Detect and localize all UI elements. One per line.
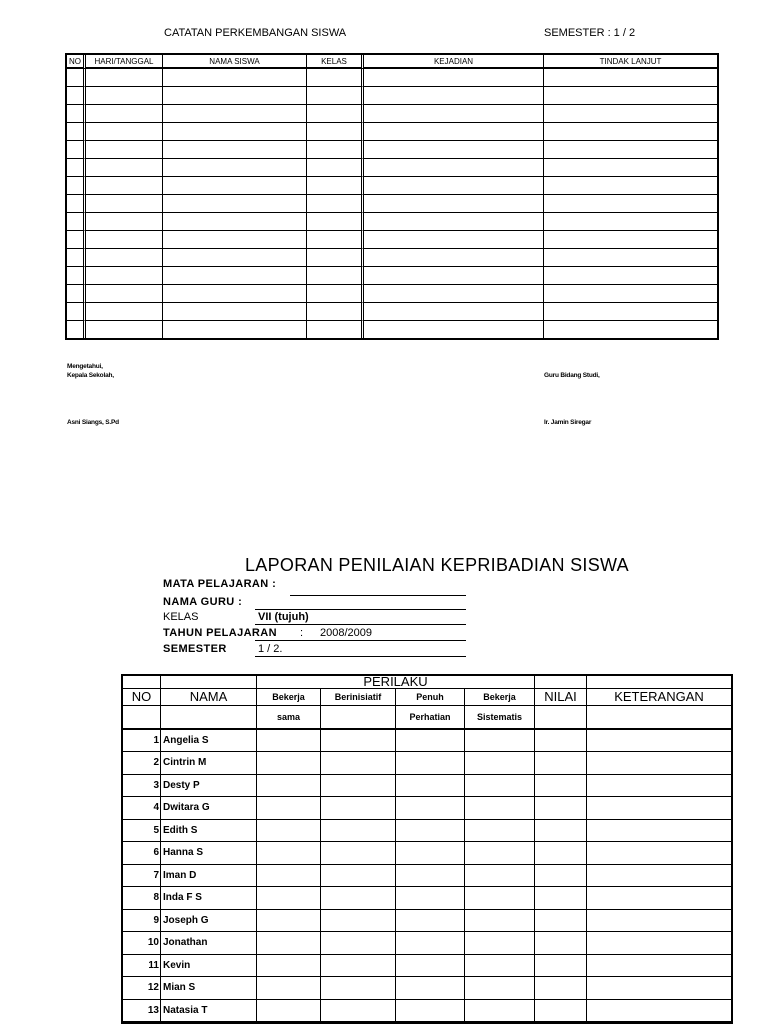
table-cell [535,820,587,843]
student-no: 6 [123,842,161,865]
table-cell [535,865,587,888]
student-no: 11 [123,955,161,978]
table-row [123,910,731,933]
table-cell [321,887,396,910]
table-cell [535,887,587,910]
table-cell [364,303,544,321]
student-name: Inda F S [161,887,257,910]
table-row [67,231,717,249]
table-cell [465,797,535,820]
table-cell [307,177,364,195]
table-cell [257,752,321,775]
table-row [123,955,731,978]
table-cell [364,159,544,177]
table-cell [544,249,717,267]
student-no: 13 [123,1000,161,1023]
student-name: Kevin [161,955,257,978]
table-cell [321,730,396,753]
report1-semester: SEMESTER : 1 / 2 [544,27,636,39]
table-cell [587,730,731,753]
table-cell [364,123,544,141]
meta-tahun-label: TAHUN PELAJARAN [163,627,277,639]
table-header-row [123,706,731,730]
header-no: NO [123,689,161,706]
table-cell [307,159,364,177]
table-cell [396,977,465,1000]
table-cell [86,285,163,303]
table-cell [257,955,321,978]
table-cell [307,231,364,249]
table-cell [587,842,731,865]
table-row [123,730,731,753]
table-row [123,775,731,798]
table-row [123,865,731,888]
table-cell [321,977,396,1000]
table-cell [163,267,307,285]
table-header-row [123,676,731,689]
table-row [67,177,717,195]
meta-mata-pelajaran: MATA PELAJARAN : [163,578,277,590]
table-cell [163,303,307,321]
table-cell [86,249,163,267]
table-cell [163,177,307,195]
table-cell [587,775,731,798]
table-cell [544,69,717,87]
header-bekerja-sistematis-1: Bekerja [465,689,535,706]
table-cell [396,932,465,955]
meta-kelas-label: KELAS [163,611,199,623]
table-cell [396,775,465,798]
table-cell [535,910,587,933]
header-penuh-perhatian-2: Perhatian [396,706,465,730]
student-name: Mian S [161,977,257,1000]
table-cell [544,87,717,105]
table-cell [86,321,163,338]
table-cell [163,231,307,249]
meta-underline [255,640,466,641]
meta-semester-label: SEMESTER [163,643,227,655]
table-cell [163,213,307,231]
meta-underline [290,595,466,596]
header-no: NO [67,55,86,69]
table-cell [465,865,535,888]
table-cell [544,285,717,303]
table-cell [465,910,535,933]
header-bekerja-sistematis-2: Sistematis [465,706,535,730]
student-name: Angelia S [161,730,257,753]
table-cell [86,195,163,213]
table-row [123,752,731,775]
table-cell [364,141,544,159]
table-cell [307,105,364,123]
table-cell [587,932,731,955]
table-cell [321,1000,396,1023]
table-cell [67,213,86,231]
table-cell [396,955,465,978]
signature-right-name: Ir. Jamin Siregar [544,419,592,426]
development-record-table [65,53,719,340]
header-keterangan: KETERANGAN [587,689,731,706]
table-cell [535,1000,587,1023]
header-berinisiatif: Berinisiatif [321,689,396,706]
table-row [123,842,731,865]
header-bekerja-sama-1: Bekerja [257,689,321,706]
table-cell [396,820,465,843]
table-cell [364,177,544,195]
student-no: 9 [123,910,161,933]
student-no: 10 [123,932,161,955]
table-cell [535,842,587,865]
meta-kelas-value: VII (tujuh) [258,611,309,623]
table-cell [364,69,544,87]
table-cell [67,267,86,285]
table-cell [321,910,396,933]
student-no: 3 [123,775,161,798]
header-nilai: NILAI [535,689,587,706]
meta-tahun-value: 2008/2009 [320,627,372,639]
student-name: Cintrin M [161,752,257,775]
table-header-row [67,55,717,69]
table-row [123,1000,731,1023]
table-cell [465,730,535,753]
header-nama-siswa: NAMA SISWA [163,55,307,69]
table-cell [321,865,396,888]
table-cell [465,932,535,955]
table-row [67,267,717,285]
student-name: Dwitara G [161,797,257,820]
table-row [67,159,717,177]
table-cell [86,159,163,177]
table-cell [257,865,321,888]
student-no: 1 [123,730,161,753]
header-perilaku: PERILAKU [257,676,535,689]
student-name: Jonathan [161,932,257,955]
table-cell [587,887,731,910]
table-row [67,303,717,321]
table-cell [321,752,396,775]
signature-left-line2: Kepala Sekolah, [67,372,114,379]
student-name: Edith S [161,820,257,843]
header-tindak-lanjut: TINDAK LANJUT [544,55,717,69]
table-row [67,249,717,267]
table-row [123,887,731,910]
table-cell [465,775,535,798]
table-cell [307,87,364,105]
table-cell [544,195,717,213]
table-cell [364,87,544,105]
table-row [67,69,717,87]
table-row [67,141,717,159]
table-cell [257,730,321,753]
meta-nama-guru: NAMA GURU : [163,596,243,608]
table-cell [163,141,307,159]
table-cell [67,159,86,177]
table-cell [544,141,717,159]
table-cell [307,249,364,267]
table-cell [364,231,544,249]
table-row [123,820,731,843]
table-cell [396,865,465,888]
table-cell [587,1000,731,1023]
table-cell [321,842,396,865]
report1-title: CATATAN PERKEMBANGAN SISWA [164,27,347,39]
table-cell [364,213,544,231]
signature-left-line1: Mengetahui, [67,363,103,370]
table-cell [257,775,321,798]
table-cell [321,820,396,843]
header-kelas: KELAS [307,55,364,69]
meta-tahun-sep: : [300,627,304,639]
table-cell [544,177,717,195]
table-cell [465,887,535,910]
table-cell [321,775,396,798]
table-cell [535,775,587,798]
meta-underline [255,656,466,657]
table-cell [86,231,163,249]
table-cell [307,285,364,303]
table-cell [465,955,535,978]
table-cell [396,752,465,775]
student-no: 12 [123,977,161,1000]
table-cell [587,752,731,775]
table-cell [535,977,587,1000]
table-cell [257,820,321,843]
table-header-row [123,689,731,706]
signature-right-line1: Guru Bidang Studi, [544,372,600,379]
table-cell [257,1000,321,1023]
table-cell [67,141,86,159]
table-cell [307,267,364,285]
table-cell [396,730,465,753]
table-cell [544,213,717,231]
table-cell [257,932,321,955]
table-cell [544,303,717,321]
table-cell [86,303,163,321]
table-cell [86,69,163,87]
table-cell [465,1000,535,1023]
table-cell [535,752,587,775]
table-cell [86,141,163,159]
table-cell [587,820,731,843]
development-record-body [67,69,717,338]
table-cell [587,797,731,820]
table-cell [587,910,731,933]
table-row [123,932,731,955]
table-cell [163,159,307,177]
table-cell [535,955,587,978]
table-cell [396,842,465,865]
table-cell [67,177,86,195]
table-cell [396,1000,465,1023]
student-no: 7 [123,865,161,888]
table-cell [163,69,307,87]
table-row [67,87,717,105]
meta-underline [255,624,466,625]
table-cell [321,797,396,820]
table-cell [544,123,717,141]
table-cell [544,321,717,338]
table-cell [307,213,364,231]
table-cell [67,231,86,249]
table-cell [396,910,465,933]
student-name: Desty P [161,775,257,798]
table-cell [364,267,544,285]
table-cell [587,865,731,888]
student-no: 4 [123,797,161,820]
table-cell [86,267,163,285]
student-name: Joseph G [161,910,257,933]
table-cell [307,123,364,141]
meta-semester-value: 1 / 2. [258,643,283,655]
table-row [67,105,717,123]
table-cell [396,797,465,820]
table-cell [465,820,535,843]
signature-left-name: Asni Siangs, S.Pd [67,419,119,426]
table-cell [307,69,364,87]
table-cell [587,955,731,978]
table-cell [163,105,307,123]
student-no: 2 [123,752,161,775]
header-hari-tanggal: HARI/TANGGAL [86,55,163,69]
table-cell [67,105,86,123]
table-cell [257,977,321,1000]
table-row [123,797,731,820]
table-cell [364,285,544,303]
table-cell [321,955,396,978]
table-cell [307,303,364,321]
table-cell [86,87,163,105]
report2-title: LAPORAN PENILAIAN KEPRIBADIAN SISWA [245,555,629,575]
table-cell [307,195,364,213]
table-row [67,213,717,231]
table-cell [257,910,321,933]
student-no: 8 [123,887,161,910]
table-cell [396,887,465,910]
table-cell [67,195,86,213]
student-no: 5 [123,820,161,843]
table-cell [364,321,544,338]
table-cell [364,249,544,267]
table-cell [544,267,717,285]
table-cell [67,321,86,338]
table-cell [67,87,86,105]
table-cell [67,285,86,303]
table-cell [86,105,163,123]
table-cell [307,141,364,159]
table-row [67,195,717,213]
table-cell [67,249,86,267]
table-cell [67,69,86,87]
table-cell [535,730,587,753]
table-cell [544,159,717,177]
table-cell [465,752,535,775]
header-bekerja-sama-2: sama [257,706,321,730]
student-name: Hanna S [161,842,257,865]
table-cell [163,195,307,213]
table-cell [364,105,544,123]
table-cell [465,842,535,865]
table-row [123,977,731,1000]
header-kejadian: KEJADIAN [364,55,544,69]
meta-underline [255,609,466,610]
table-cell [465,977,535,1000]
table-row [67,285,717,303]
table-cell [163,321,307,338]
table-cell [163,285,307,303]
table-cell [257,842,321,865]
table-cell [321,932,396,955]
table-cell [67,303,86,321]
student-name: Natasia T [161,1000,257,1023]
table-cell [587,977,731,1000]
personality-assessment-table [121,674,733,1024]
table-cell [535,932,587,955]
table-cell [257,797,321,820]
table-cell [163,249,307,267]
table-cell [307,321,364,338]
header-nama: NAMA [161,689,257,706]
table-cell [67,123,86,141]
table-cell [257,887,321,910]
table-cell [86,123,163,141]
table-row [67,321,717,338]
table-cell [163,87,307,105]
table-cell [544,231,717,249]
table-row [67,123,717,141]
table-cell [86,177,163,195]
table-cell [544,105,717,123]
table-cell [163,123,307,141]
table-cell [86,213,163,231]
table-cell [364,195,544,213]
table-cell [535,797,587,820]
header-penuh-perhatian-1: Penuh [396,689,465,706]
student-name: Iman D [161,865,257,888]
